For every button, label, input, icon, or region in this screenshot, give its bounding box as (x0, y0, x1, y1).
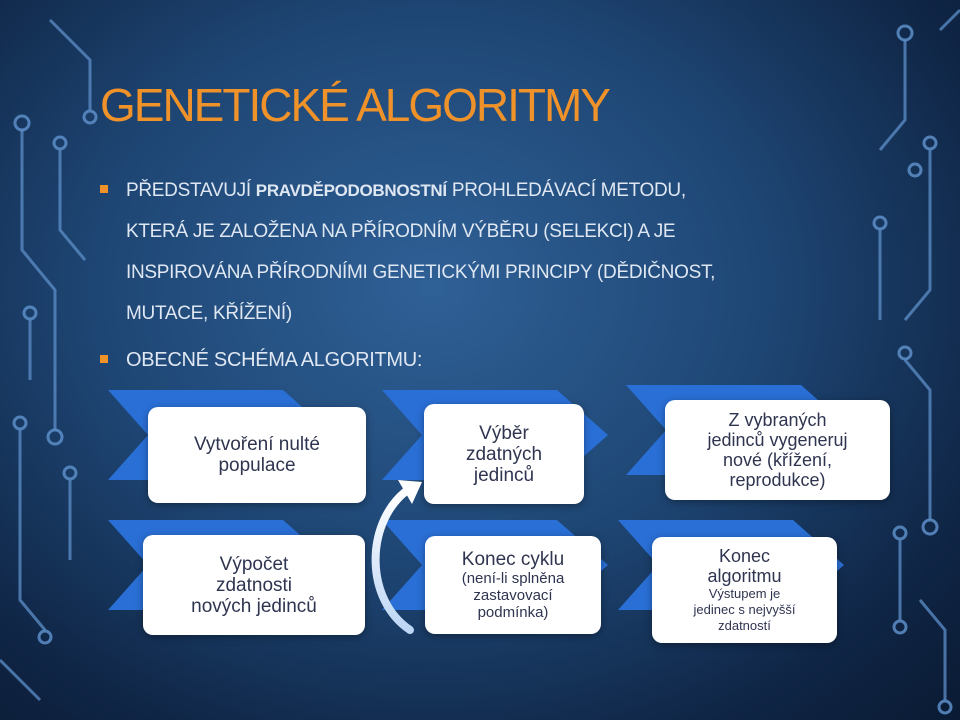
bullet-line-4: MUTACE, KŘÍŽENÍ) (126, 303, 292, 324)
bullet-list (100, 170, 890, 381)
step-box-compute-fitness: Výpočet zdatnosti nových jedinců (143, 535, 365, 635)
step-box-end-cycle: Konec cyklu (není-li splněna zastavovací podmínka) (425, 536, 601, 634)
bullet-line-3: INSPIROVÁNA PŘÍRODNÍMI GENETICKÝMI PRINCIPY (DĚDIČNOST, (126, 262, 716, 283)
bullet-square-icon (100, 185, 108, 193)
step-box-select-fit: Výběr zdatných jedinců (424, 404, 584, 504)
bullet-line-1: PŘEDSTAVUJÍ PRAVDĚPODOBNOSTNÍ PROHLEDÁVACÍ METODU, (126, 180, 686, 201)
loop-back-arrow-icon (360, 470, 430, 640)
page-title: GENETICKÉ ALGORITMY (100, 79, 609, 131)
bullet-line-2: KTERÁ JE ZALOŽENA NA PŘÍRODNÍM VÝBĚRU (SELEKCI) A JE (126, 221, 676, 242)
bullet-square-icon (100, 355, 108, 363)
bullet-definition (100, 170, 890, 334)
emphasis-word: PRAVDĚPODOBNOSTNÍ (255, 181, 447, 200)
step-box-end-algorithm: Konec algoritmu Výstupem je jedinec s nejvyšší zdatností (652, 537, 837, 643)
bullet-scheme: OBECNÉ SCHÉMA ALGORITMU: (100, 340, 890, 381)
step-box-generate-new: Z vybraných jedinců vygeneruj nové (křížení, reprodukce) (665, 400, 890, 500)
step-box-create-population: Vytvoření nulté populace (148, 407, 366, 503)
